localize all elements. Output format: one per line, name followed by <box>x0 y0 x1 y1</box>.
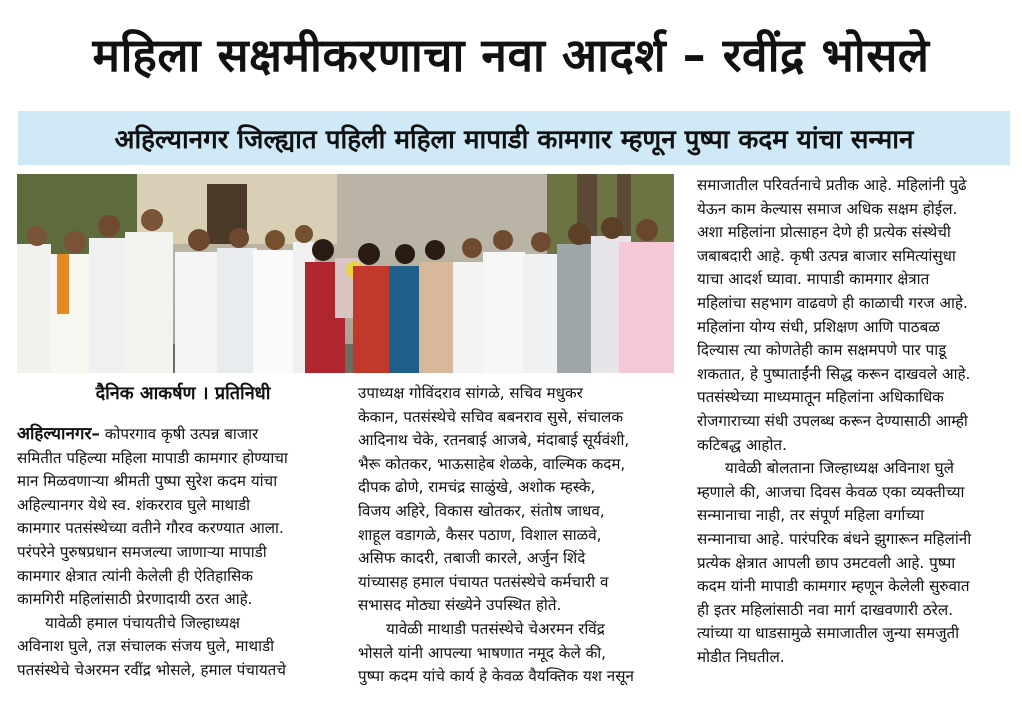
column-line: कोपरगाव कृषी उत्पन्न बाजार <box>104 425 259 443</box>
column-line: दिल्यास त्या कोणतेही काम सक्षमपणे पार पाडू <box>697 341 947 360</box>
column-line: येऊन काम केल्यास समाज अधिक सक्षम होईल. <box>697 199 958 218</box>
column-line: उपाध्यक्ष गोविंदराव सांगळे, सचिव मधुकर <box>358 384 583 402</box>
column-line: प्रत्येक क्षेत्रात आपली छाप उमटवली आहे. पुष्पा <box>697 553 956 572</box>
column-line: पतसंस्थेच्या माध्यमातून महिलांना अधिकाधिक <box>697 388 944 407</box>
column-line: ही इतर महिलांसाठी नवा मार्ग दाखवणारी ठरेल. <box>697 600 954 619</box>
article-column-3 <box>697 174 1015 669</box>
column-line: म्हणाले की, आजचा दिवस केवळ एका व्यक्तीच्या <box>697 482 965 501</box>
column-line: आदिनाथ चेके, रतनबाई आजबे, मंदाबाई सूर्यवंशी, <box>358 431 630 450</box>
subheadline-bar <box>18 111 1010 165</box>
column-line: पतसंस्थेचे चेअरमन रवींद्र भोसले, हमाल पंचायतचे <box>17 660 286 679</box>
column-line: दीपक ढोणे, रामचंद्र साळुंखे, अशोक म्हस्के, <box>358 478 596 497</box>
column-line: असिफ कादरी, तबाजी कारले, अर्जुन शिंदे <box>358 549 586 568</box>
column-line: केकान, पतसंस्थेचे सचिव बबनराव सुसे, संचालक <box>358 407 623 426</box>
column-line: यावेळी हमाल पंचायतीचे जिल्हाध्यक्ष <box>45 613 240 632</box>
column-line: यावेळी बोलताना जिल्हाध्यक्ष अविनाश घुले <box>725 459 954 478</box>
column-line: सभासद मोठ्या संख्येने उपस्थित होते. <box>358 596 562 615</box>
column-line: कटिबद्ध आहोत. <box>697 435 787 454</box>
headline: महिला सक्षमीकरणाचा नवा आदर्श – रवींद्र भोसले <box>92 28 930 82</box>
column-line: रोजगाराच्या संधी उपलब्ध करून देण्यासाठी आम्ही <box>697 411 968 430</box>
byline: दैनिक आकर्षण । प्रतिनिधी <box>95 383 271 404</box>
article-column-1 <box>17 423 349 683</box>
first-line <box>17 423 349 447</box>
column-line: महिलांचा सहभाग वाढवणे ही काळाची गरज आहे. <box>697 293 968 312</box>
column-line: शकतात, हे पुष्पाताईंनी सिद्ध करून दाखवले आहे. <box>697 364 971 383</box>
column-line: जबाबदारी आहे. कृषी उत्पन्न बाजार समित्यांसुधा <box>697 246 956 265</box>
column-line: भैरू कोतकर, भाऊसाहेब शेळके, वाल्मिक कदम, <box>358 454 626 473</box>
column-line: याचा आदर्श घ्यावा. मापाडी कामगार क्षेत्रात <box>697 270 930 289</box>
column-line: अहिल्यानगर येथे स्व. शंकरराव घुले माथाडी <box>17 495 251 514</box>
subheadline: अहिल्यानगर जिल्ह्यात पहिली महिला मापाडी कामगार म्हणून पुष्पा कदम यांचा सन्मान <box>114 125 914 155</box>
column-line: अविनाश घुले, तज्ञ संचालक संजय घुले, माथाडी <box>17 637 275 656</box>
column-line: परंपरेने पुरुषप्रधान समजल्या जाणार्‍या मापाडी <box>17 542 267 561</box>
column-line: महिलांना योग्य संधी, प्रशिक्षण आणि पाठबळ <box>697 317 940 336</box>
column-line: सन्मानाचा आहे. पारंपरिक बंधने झुगारून महिलांनी <box>697 529 972 548</box>
column-line: कामगार पतसंस्थेच्या वतीने गौरव करण्यात आला. <box>17 519 284 538</box>
column-line: कामगार क्षेत्रात त्यांनी केलेली ही ऐतिहासिक <box>17 566 253 585</box>
column-line: शाहूल वडागळे, कैसर पठाण, विशाल साळवे, <box>358 525 602 544</box>
column-line: विजय अहिरे, विकास खोतकर, संतोष जाधव, <box>358 501 605 520</box>
column-line: कदम यांनी मापाडी कामगार म्हणून केलेली सुरुवात <box>697 577 970 596</box>
news-photo <box>17 174 674 373</box>
column-line: त्यांच्या या धाडसामुळे समाजातील जुन्या समजुती <box>697 624 960 643</box>
dateline: अहिल्यानगर– <box>17 424 100 444</box>
column-line: मान मिळवणार्‍या श्रीमती पुष्पा सुरेश कदम यांचा <box>17 472 278 491</box>
article-column-2 <box>358 382 680 689</box>
column-line: भोसले यांनी आपल्या भाषणात नमूद केले की, <box>358 643 606 662</box>
column-line: यावेळी माथाडी पतसंस्थेचे चेअरमन रविंद्र <box>386 619 605 638</box>
column-line: कामगिरी महिलांसाठी प्रेरणादायी ठरत आहे. <box>17 590 253 609</box>
column-line: पुष्पा कदम यांचे कार्य हे केवळ वैयक्तिक यश नसून <box>358 667 634 686</box>
column-line: मोडीत निघतील. <box>697 647 785 666</box>
column-line: सन्मानाचा नाही, तर संपूर्ण महिला वर्गाच्या <box>697 506 925 525</box>
column-line: अशा महिलांना प्रोत्साहन देणे ही प्रत्येक संस्थेची <box>697 223 951 242</box>
column-line: यांच्यासह हमाल पंचायत पतसंस्थेचे कर्मचारी व <box>358 572 609 591</box>
column-line: समितीत पहिल्या महिला मापाडी कामगार होण्याचा <box>17 448 288 467</box>
column-line: समाजातील परिवर्तनाचे प्रतीक आहे. महिलांनी पुढे <box>697 176 967 194</box>
